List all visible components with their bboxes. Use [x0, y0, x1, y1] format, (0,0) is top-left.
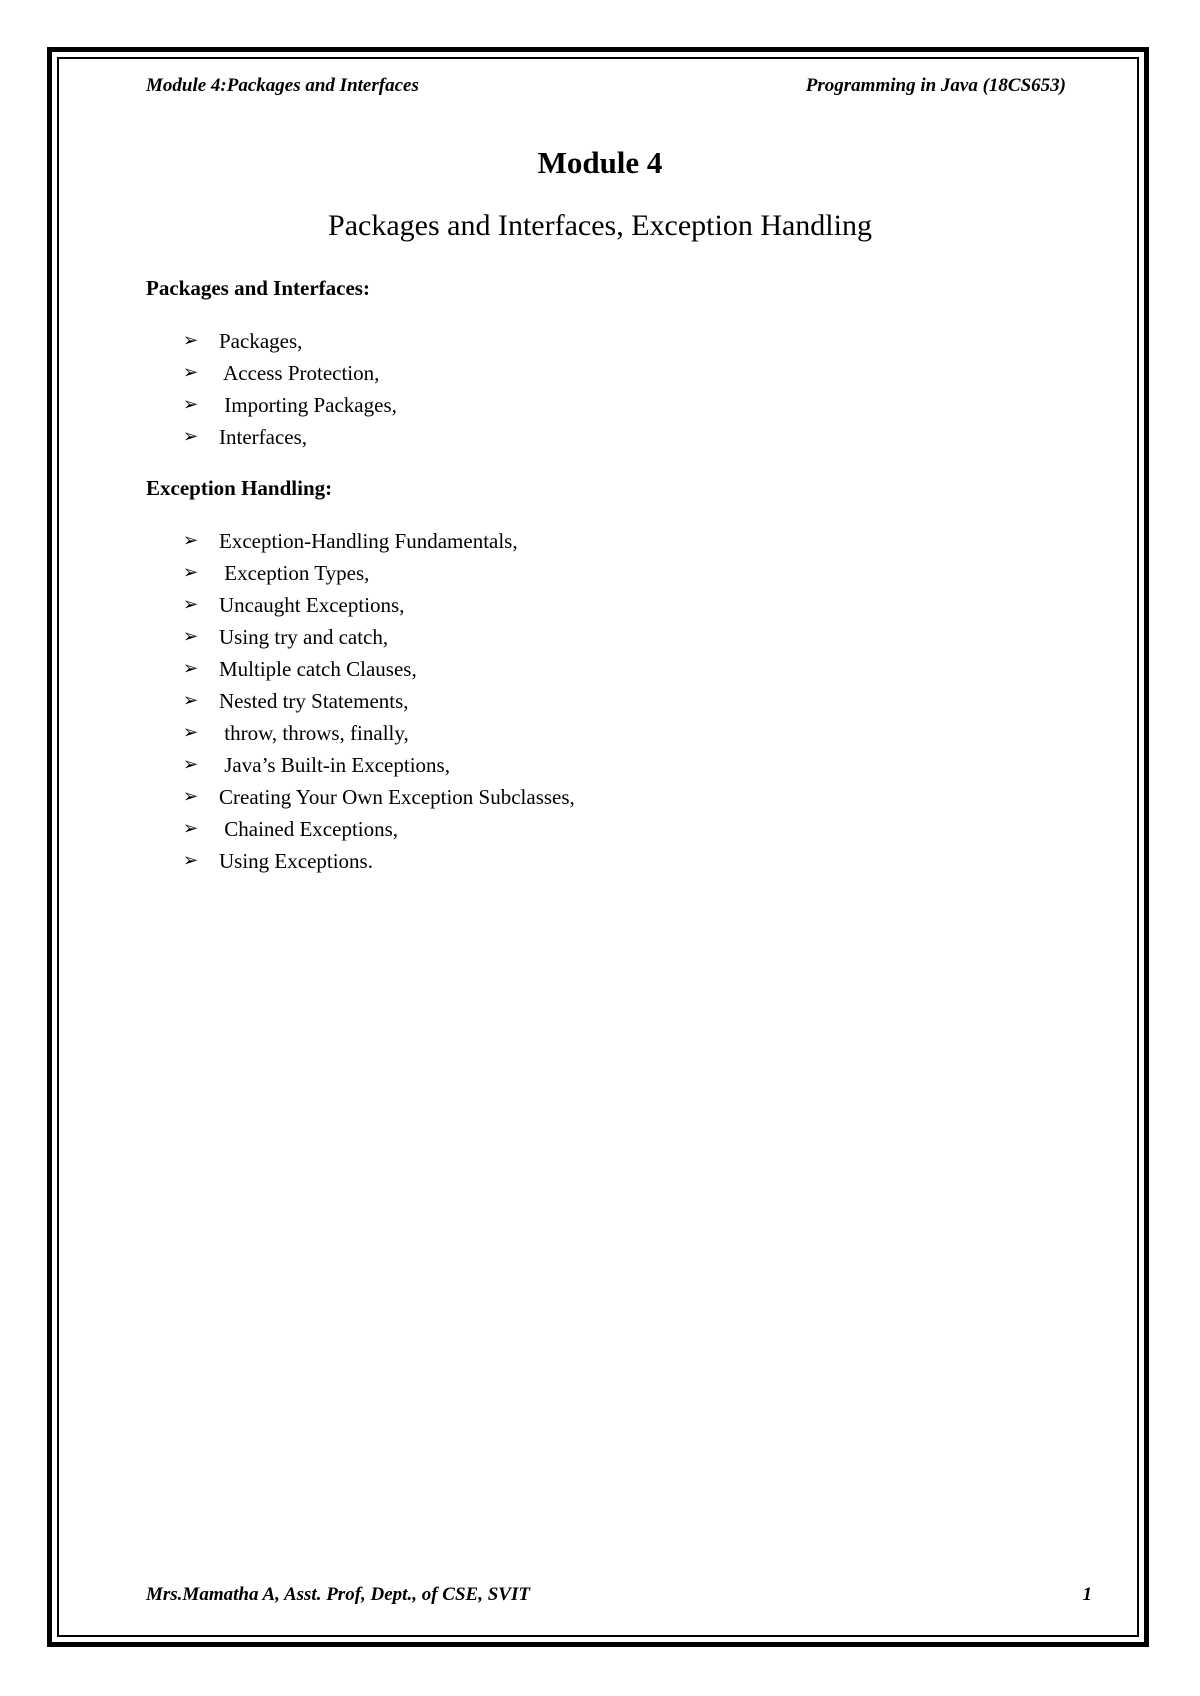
- list-item: [183, 653, 575, 685]
- arrow-bullet-icon: ➢: [183, 690, 199, 711]
- arrow-bullet-icon: ➢: [183, 426, 199, 447]
- arrow-bullet-icon: ➢: [183, 786, 199, 807]
- arrow-bullet-icon: ➢: [183, 362, 199, 383]
- arrow-bullet-icon: ➢: [183, 658, 199, 679]
- module-title: Module 4: [537, 145, 663, 180]
- list-item: [183, 589, 575, 621]
- list-item-text: Nested try Statements,: [219, 689, 409, 713]
- arrow-bullet-icon: ➢: [183, 594, 199, 615]
- list-item-text: Packages,: [219, 329, 303, 353]
- list-item-text: Creating Your Own Exception Subclasses,: [219, 785, 575, 809]
- section-heading-packages: Packages and Interfaces:: [146, 276, 370, 300]
- list-item: [183, 557, 575, 589]
- arrow-bullet-icon: ➢: [183, 394, 199, 415]
- arrow-bullet-icon: ➢: [183, 722, 199, 743]
- list-item: [183, 325, 397, 357]
- arrow-bullet-icon: ➢: [183, 754, 199, 775]
- page-number: 1: [1082, 1584, 1092, 1605]
- arrow-bullet-icon: ➢: [183, 818, 199, 839]
- arrow-bullet-icon: ➢: [183, 530, 199, 551]
- list-item-text: Exception-Handling Fundamentals,: [219, 529, 518, 553]
- module-subtitle: Packages and Interfaces, Exception Handling: [328, 209, 872, 242]
- list-item-text: Access Protection,: [219, 361, 380, 385]
- arrow-bullet-icon: ➢: [183, 562, 199, 583]
- list-item-text: Using try and catch,: [219, 625, 389, 649]
- list-item-text: Importing Packages,: [219, 393, 397, 417]
- exception-topic-list: [183, 525, 575, 877]
- packages-topic-list: [183, 325, 397, 453]
- running-header-left: Module 4:Packages and Interfaces: [146, 75, 419, 96]
- list-item: [183, 781, 575, 813]
- list-item: [183, 813, 575, 845]
- list-item: [183, 749, 575, 781]
- list-item-text: throw, throws, finally,: [219, 721, 409, 745]
- list-item-text: Uncaught Exceptions,: [219, 593, 405, 617]
- arrow-bullet-icon: ➢: [183, 626, 199, 647]
- arrow-bullet-icon: ➢: [183, 850, 199, 871]
- list-item: [183, 717, 575, 749]
- list-item-text: Java’s Built-in Exceptions,: [219, 753, 450, 777]
- running-footer-author: Mrs.Mamatha A, Asst. Prof, Dept., of CSE, SVIT: [146, 1584, 530, 1605]
- list-item-text: Exception Types,: [219, 561, 370, 585]
- list-item: [183, 525, 575, 557]
- list-item-text: Interfaces,: [219, 425, 308, 449]
- running-header-right: Programming in Java (18CS653): [805, 75, 1066, 96]
- list-item: [183, 621, 575, 653]
- list-item-text: Using Exceptions.: [219, 849, 373, 873]
- list-item: [183, 685, 575, 717]
- section-heading-exceptions: Exception Handling:: [146, 476, 333, 500]
- list-item: [183, 845, 575, 877]
- arrow-bullet-icon: ➢: [183, 330, 199, 351]
- list-item: [183, 421, 397, 453]
- list-item: [183, 389, 397, 421]
- list-item: [183, 357, 397, 389]
- list-item-text: Multiple catch Clauses,: [219, 657, 417, 681]
- list-item-text: Chained Exceptions,: [219, 817, 399, 841]
